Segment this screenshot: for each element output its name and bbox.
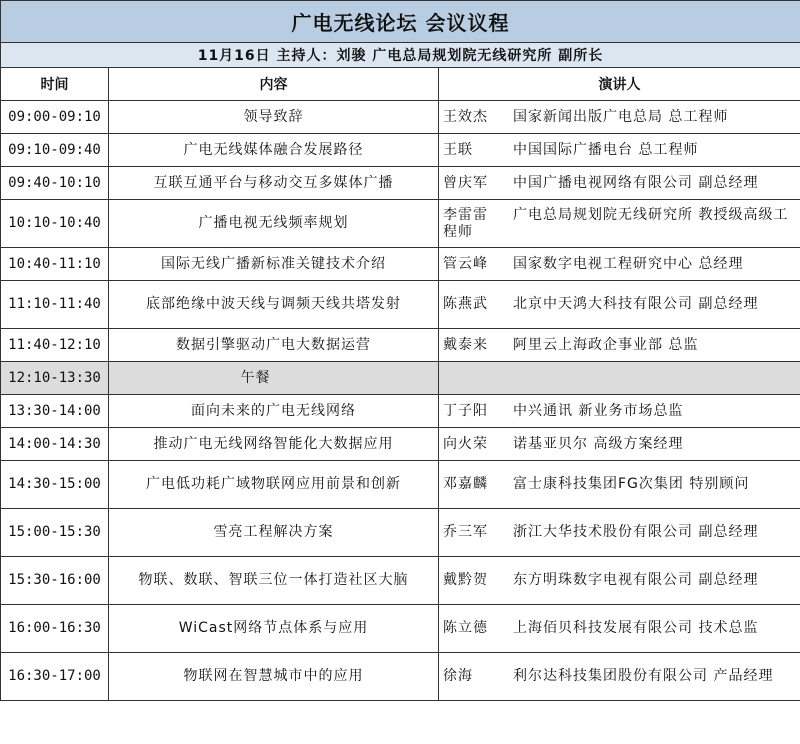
title-row [1, 1, 800, 43]
session-topic: 数据引擎驱动广电大数据运营 [109, 329, 439, 362]
agenda-row [1, 653, 800, 701]
agenda-row [1, 167, 800, 200]
session-speaker [439, 281, 800, 329]
header-row [1, 68, 800, 101]
session-topic: 领导致辞 [109, 101, 439, 134]
speaker-name: 王联 [443, 141, 473, 158]
session-speaker [439, 605, 800, 653]
agenda-row [1, 461, 800, 509]
session-time: 09:00-09:10 [1, 101, 109, 134]
speaker-affiliation: 利尔达科技集团股份有限公司 产品经理 [513, 668, 774, 684]
session-speaker [439, 101, 800, 134]
agenda-row [1, 509, 800, 557]
session-time: 15:00-15:30 [1, 509, 109, 557]
session-time: 14:30-15:00 [1, 461, 109, 509]
speaker-affiliation: 诺基亚贝尔 高级方案经理 [513, 435, 684, 452]
host-line: 11月16日 主持人：刘骏 广电总局规划院无线研究所 副所长 [1, 43, 800, 68]
agenda-row [1, 134, 800, 167]
session-speaker [439, 509, 800, 557]
session-speaker [439, 248, 800, 281]
session-topic: 广播电视无线频率规划 [109, 200, 439, 248]
agenda-row [1, 281, 800, 329]
speaker-name: 王效杰 [443, 108, 488, 125]
session-speaker [439, 200, 800, 248]
speaker-name: 戴泰来 [443, 336, 488, 353]
speaker-affiliation: 中兴通讯 新业务市场总监 [513, 402, 684, 419]
column-header-topic: 内容 [109, 68, 439, 101]
speaker-name: 乔三军 [443, 524, 488, 540]
column-header-time: 时间 [1, 68, 109, 101]
session-topic: 互联互通平台与移动交互多媒体广播 [109, 167, 439, 200]
session-speaker [439, 134, 800, 167]
agenda-row [1, 329, 800, 362]
session-topic: WiCast网络节点体系与应用 [109, 605, 439, 653]
speaker-name: 李雷雷 [443, 206, 488, 223]
speaker-name: 曾庆军 [443, 174, 488, 191]
agenda-row [1, 248, 800, 281]
lunch-row [1, 362, 800, 395]
session-topic: 广电无线媒体融合发展路径 [109, 134, 439, 167]
speaker-affiliation: 阿里云上海政企事业部 总监 [513, 336, 699, 353]
speaker-name: 邓嘉麟 [443, 476, 488, 492]
host-row [1, 43, 800, 68]
session-speaker [439, 167, 800, 200]
session-topic: 国际无线广播新标准关键技术介绍 [109, 248, 439, 281]
column-header-speaker: 演讲人 [439, 68, 800, 101]
session-speaker [439, 461, 800, 509]
speaker-affiliation: 富士康科技集团FG次集团 特别顾问 [513, 476, 750, 492]
speaker-affiliation: 浙江大华技术股份有限公司 副总经理 [513, 524, 759, 540]
speaker-name: 陈燕武 [443, 296, 488, 312]
speaker-affiliation: 中国国际广播电台 总工程师 [513, 141, 699, 158]
session-time: 09:40-10:10 [1, 167, 109, 200]
session-speaker [439, 557, 800, 605]
speaker-affiliation: 上海佰贝科技发展有限公司 技术总监 [513, 620, 759, 636]
session-topic: 物联网在智慧城市中的应用 [109, 653, 439, 701]
session-topic: 推动广电无线网络智能化大数据应用 [109, 428, 439, 461]
agenda-row [1, 101, 800, 134]
session-speaker [439, 395, 800, 428]
session-time: 11:40-12:10 [1, 329, 109, 362]
session-speaker [439, 329, 800, 362]
session-topic: 广电低功耗广域物联网应用前景和创新 [109, 461, 439, 509]
session-time: 16:00-16:30 [1, 605, 109, 653]
speaker-affiliation: 北京中天鸿大科技有限公司 副总经理 [513, 296, 759, 312]
speaker-name: 管云峰 [443, 255, 488, 272]
session-speaker [439, 362, 800, 395]
session-time: 09:10-09:40 [1, 134, 109, 167]
session-topic: 底部绝缘中波天线与调频天线共塔发射 [109, 281, 439, 329]
session-time: 10:10-10:40 [1, 200, 109, 248]
session-topic: 午餐 [109, 362, 439, 395]
session-topic: 面向未来的广电无线网络 [109, 395, 439, 428]
session-topic: 物联、数联、智联三位一体打造社区大脑 [109, 557, 439, 605]
session-topic: 雪亮工程解决方案 [109, 509, 439, 557]
session-time: 11:10-11:40 [1, 281, 109, 329]
session-speaker [439, 428, 800, 461]
page-title: 广电无线论坛 会议议程 [1, 1, 800, 43]
agenda-row [1, 605, 800, 653]
session-time: 13:30-14:00 [1, 395, 109, 428]
speaker-affiliation: 东方明珠数字电视有限公司 副总经理 [513, 572, 759, 588]
speaker-name: 向火荣 [443, 435, 488, 452]
session-time: 10:40-11:10 [1, 248, 109, 281]
agenda-row [1, 395, 800, 428]
session-time: 15:30-16:00 [1, 557, 109, 605]
speaker-affiliation: 广电总局规划院无线研究所 教授级高级工程师 [443, 206, 789, 240]
speaker-affiliation: 国家新闻出版广电总局 总工程师 [513, 108, 729, 125]
session-time: 14:00-14:30 [1, 428, 109, 461]
speaker-affiliation: 国家数字电视工程研究中心 总经理 [513, 255, 744, 272]
speaker-name: 徐海 [443, 668, 473, 684]
session-time: 16:30-17:00 [1, 653, 109, 701]
agenda-row [1, 428, 800, 461]
speaker-name: 丁子阳 [443, 402, 488, 419]
speaker-name: 戴黔贺 [443, 572, 488, 588]
agenda-row [1, 200, 800, 248]
agenda-row [1, 557, 800, 605]
session-time: 12:10-13:30 [1, 362, 109, 395]
speaker-affiliation: 中国广播电视网络有限公司 副总经理 [513, 174, 759, 191]
session-speaker [439, 653, 800, 701]
speaker-name: 陈立德 [443, 620, 488, 636]
